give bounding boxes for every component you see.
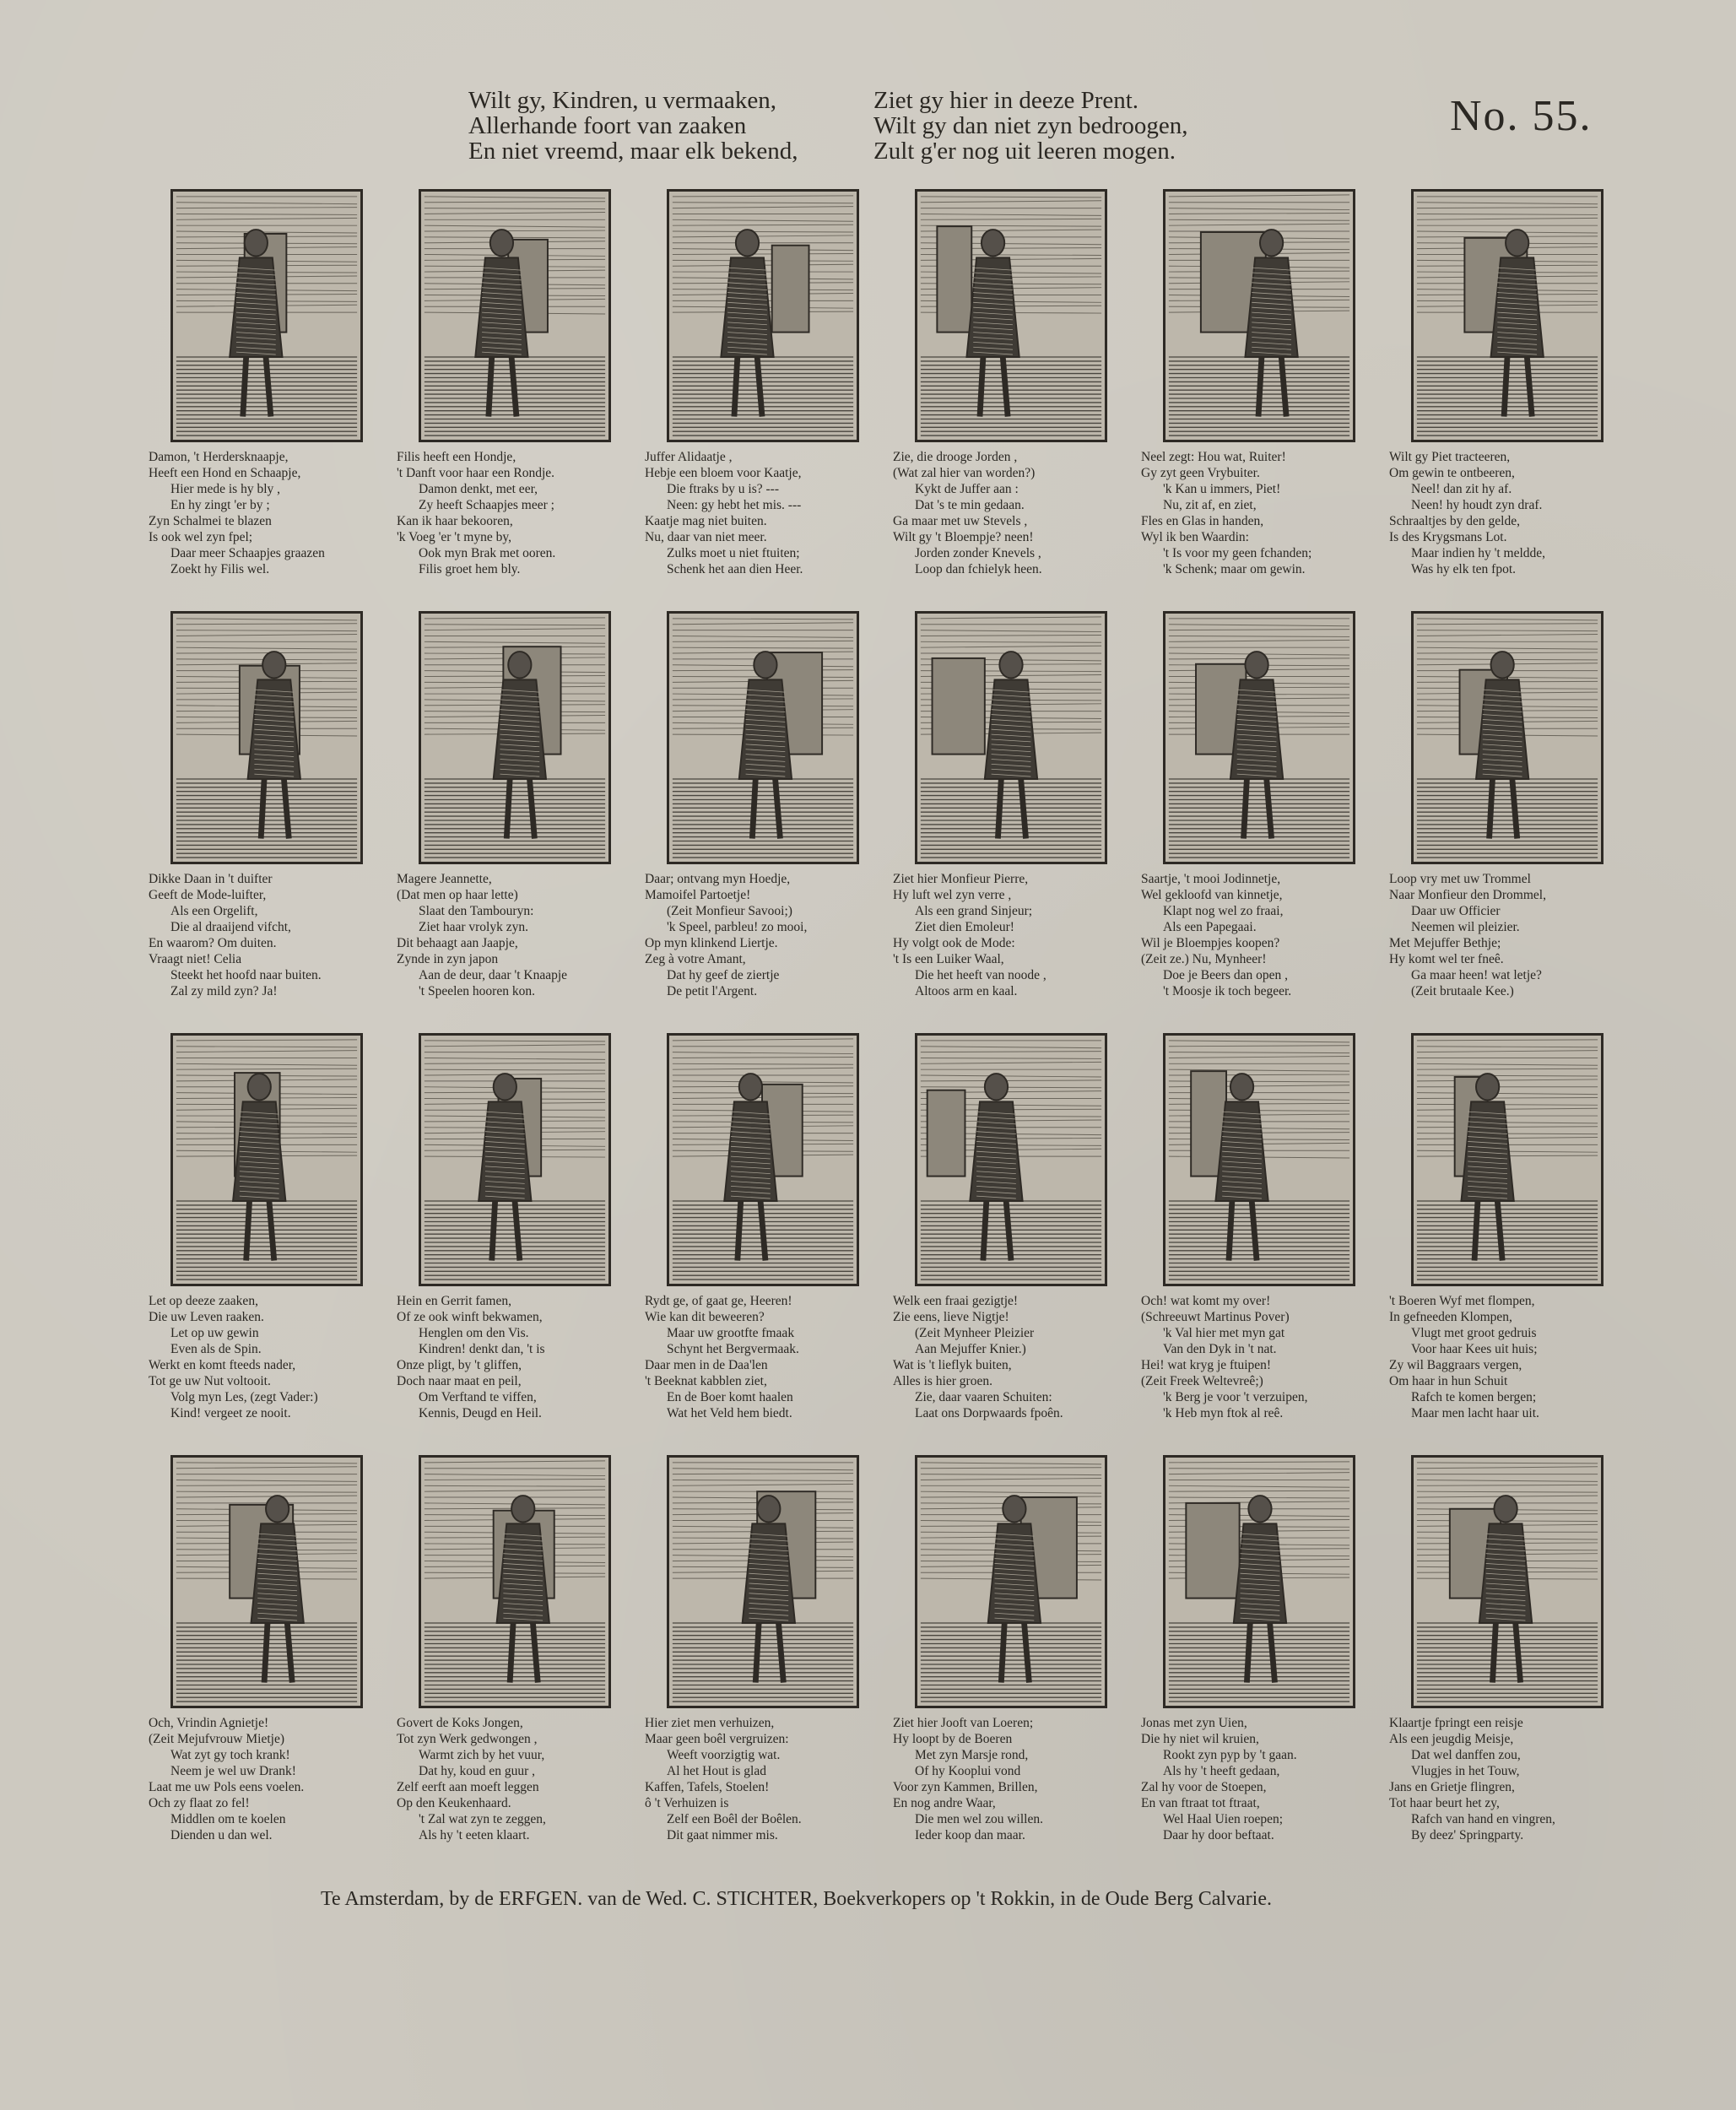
verse-line: Ziet haar vrolyk zyn. <box>419 920 528 934</box>
verse-line: Voor haar Kees uit huis; <box>1411 1342 1538 1356</box>
verse-line: Met Mejuffer Bethje; <box>1389 936 1501 950</box>
peasant-woman-woodcut <box>1411 1033 1604 1286</box>
verse-line: Gy zyt geen Vrybuiter. <box>1141 466 1260 480</box>
scene-trommel <box>1384 608 1629 1021</box>
imprint: Te Amsterdam, by de ERFGEN. van de Wed. C. STICHTER, Boekverkopers op 't Rokkin, in de Oude Berg Calvarie. <box>321 1888 1272 1910</box>
verse-line: Ziet hier Jooft van Loeren; <box>893 1716 1034 1730</box>
title-verse-right <box>873 88 1270 172</box>
verse-line: Ook myn Brak met ooren. <box>419 546 556 560</box>
verse-line: Naar Monfieur den Drommel, <box>1389 888 1546 902</box>
verse-line: 't Moosje ik toch begeer. <box>1163 984 1292 998</box>
scene-dikke-daan <box>143 608 388 1021</box>
verse-line: Fles en Glas in handen, <box>1141 514 1264 528</box>
scene-koks-jongen <box>392 1452 636 1865</box>
scene-herderknaapje <box>143 186 388 599</box>
verse-line: Als een jeugdig Meisje, <box>1389 1732 1514 1746</box>
verse-line: Als een grand Sinjeur; <box>915 904 1033 918</box>
verse-line: 't Danft voor haar een Rondje. <box>397 466 555 480</box>
verse-line: Op den Keukenhaard. <box>397 1796 511 1810</box>
drummer-woodcut <box>1411 611 1604 864</box>
woman-with-glass-woodcut <box>1163 189 1355 442</box>
verse-line: Rookt zyn pyp by 't gaan. <box>1163 1748 1297 1762</box>
verse-line: Daar hy door beftaat. <box>1163 1828 1274 1842</box>
tambourine-girl-woodcut <box>419 611 611 864</box>
verse-line: Zyn Schalmei te blazen <box>149 514 272 528</box>
verse-line: Steekt het hoofd naar buiten. <box>170 968 322 982</box>
verse-line: Als een Orgelift, <box>170 904 258 918</box>
title-line: En niet vreemd, maar elk bekend, <box>468 138 798 165</box>
verse-line: Dit behaagt aan Jaapje, <box>397 936 518 950</box>
verse-line: Kennis, Deugd en Heil. <box>419 1406 542 1420</box>
verse-line: Filis heeft een Hondje, <box>397 450 516 464</box>
verse-line: Hy loopt by de Boeren <box>893 1732 1013 1746</box>
verse-line: Vlugt met groot gedruis <box>1411 1326 1537 1340</box>
verse-line: Neen: gy hebt het mis. --- <box>667 498 802 512</box>
verse-line: Vlugjes in het Touw, <box>1411 1764 1520 1778</box>
verse-line: En hy zingt 'er by ; <box>170 498 270 512</box>
skipping-rope-woodcut <box>1411 1455 1604 1708</box>
verse-line: 'k Kan u immers, Piet! <box>1163 482 1281 496</box>
scene-monsieur-pierre <box>888 608 1133 1021</box>
title-verse <box>468 88 1270 172</box>
verse-line: Maar geen boêl vergruizen: <box>645 1732 789 1746</box>
verse-line: Hei! wat kryg je ftuipen! <box>1141 1358 1272 1372</box>
verse-line: Maar indien hy 't meldde, <box>1411 546 1546 560</box>
verse-line: Hy luft wel zyn verre , <box>893 888 1012 902</box>
verse-line: Schenk het aan dien Heer. <box>667 562 803 576</box>
scene-filis <box>392 186 636 599</box>
shepherdess-woodcut <box>419 189 611 442</box>
verse-line: (Wat zal hier van worden?) <box>893 466 1036 480</box>
verse-line: Hy volgt ook de Mode: <box>893 936 1015 950</box>
verse-caption <box>1141 1293 1379 1421</box>
verse-line: Wilt gy 't Bloempje? neen! <box>893 530 1034 544</box>
verse-line: Maar uw grootfte fmaak <box>667 1326 795 1340</box>
verse-line: 'k Berg je voor 't verzuipen, <box>1163 1390 1308 1404</box>
verse-line: Altoos arm en kaal. <box>915 984 1018 998</box>
verse-line: Zy heeft Schaapjes meer ; <box>419 498 554 512</box>
verse-line: Jonas met zyn Uien, <box>1141 1716 1247 1730</box>
verse-line: Ieder koop dan maar. <box>915 1828 1025 1842</box>
verse-line: En nog andre Waar, <box>893 1796 996 1810</box>
verse-line: Doe je Beers dan open , <box>1163 968 1289 982</box>
verse-caption <box>397 1293 635 1421</box>
verse-line: Ga maar heen! wat letje? <box>1411 968 1542 982</box>
scene-jorden <box>888 186 1133 599</box>
walking-couple-woodcut <box>915 1033 1107 1286</box>
verse-line: Al het Hout is glad <box>667 1764 766 1778</box>
peddler-woodcut <box>915 1455 1107 1708</box>
verse-line: Klapt nog wel zo fraai, <box>1163 904 1284 918</box>
verse-caption <box>1141 1715 1379 1843</box>
verse-line: Zynde in zyn japon <box>397 952 499 966</box>
verse-line: 'k Voeg 'er 't myne by, <box>397 530 511 544</box>
verse-line: Hebje een bloem voor Kaatje, <box>645 466 802 480</box>
verse-line: Daar; ontvang myn Hoedje, <box>645 872 791 886</box>
verse-line: 't Is een Luiker Waal, <box>893 952 1004 966</box>
verse-line: Vraagt niet! Celia <box>149 952 242 966</box>
verse-line: Zal zy mild zyn? Ja! <box>170 984 278 998</box>
verse-line: Rafch te komen bergen; <box>1411 1390 1537 1404</box>
verse-line: Kaffen, Tafels, Stoelen! <box>645 1780 770 1794</box>
verse-line: Om haar in hun Schuit <box>1389 1374 1508 1388</box>
verse-caption <box>893 1715 1131 1843</box>
verse-line: Zeg à votre Amant, <box>645 952 746 966</box>
verse-line: 't Boeren Wyf met flompen, <box>1389 1294 1535 1308</box>
verse-line: Zie, daar vaaren Schuiten: <box>915 1390 1052 1404</box>
verse-line: Is des Krygsmans Lot. <box>1389 530 1507 544</box>
verse-line: Geeft de Mode-luifter, <box>149 888 267 902</box>
verse-line: By deez' Springparty. <box>1411 1828 1524 1842</box>
verse-line: Och, Vrindin Agnietje! <box>149 1716 269 1730</box>
verse-line: 't Zal wat zyn te zeggen, <box>419 1812 546 1826</box>
verse-line: Zy wil Baggraars vergen, <box>1389 1358 1522 1372</box>
title-line: Ziet gy hier in deeze Prent. <box>873 87 1139 114</box>
verse-caption <box>1389 1715 1627 1843</box>
verse-line: Zelf een Boêl der Boêlen. <box>667 1812 802 1826</box>
verse-caption <box>1141 871 1379 999</box>
verse-line: En van ftraat tot ftraat, <box>1141 1796 1260 1810</box>
verse-caption <box>893 1293 1131 1421</box>
verse-caption <box>397 1715 635 1843</box>
verse-line: Neem je wel uw Drank! <box>170 1764 296 1778</box>
horseman-woodcut <box>1411 189 1604 442</box>
scene-jeannette <box>392 608 636 1021</box>
verse-line: In gefneeden Klompen, <box>1389 1310 1512 1324</box>
verse-line: Neel! dan zit hy af. <box>1411 482 1512 496</box>
verse-line: Saartje, 't mooi Jodinnetje, <box>1141 872 1281 886</box>
verse-caption <box>1389 1293 1627 1421</box>
scene-boeren-wyf <box>1384 1030 1629 1443</box>
verse-caption <box>149 1293 387 1421</box>
verse-line: Aan de deur, daar 't Knaapje <box>419 968 568 982</box>
verse-line: Of ze ook winft bekwamen, <box>397 1310 543 1324</box>
scene-agnietje <box>143 1452 388 1865</box>
verse-line: Laat me uw Pols eens voelen. <box>149 1780 305 1794</box>
spinners-woodcut <box>170 1033 363 1286</box>
verse-line: Onze pligt, by 't gliffen, <box>397 1358 522 1372</box>
verse-line: Loop vry met uw Trommel <box>1389 872 1531 886</box>
verse-line: Laat ons Dorpwaards fpoên. <box>915 1406 1063 1420</box>
verse-line: 'k Val hier met myn gat <box>1163 1326 1285 1340</box>
verse-line: Die uw Leven raaken. <box>149 1310 264 1324</box>
verse-line: Hein en Gerrit famen, <box>397 1294 511 1308</box>
verse-line: Ziet hier Monfieur Pierre, <box>893 872 1029 886</box>
scene-heeren <box>640 1030 884 1443</box>
scene-martinus <box>1136 1030 1381 1443</box>
verse-line: Alles is hier groen. <box>893 1374 992 1388</box>
verse-line: 't Is voor my geen fchanden; <box>1163 546 1312 560</box>
gentleman-at-gate-woodcut <box>915 189 1107 442</box>
scene-gezigtje <box>888 1030 1133 1443</box>
scene-jonas <box>1136 1452 1381 1865</box>
verse-line: Tot ge uw Nut voltooit. <box>149 1374 271 1388</box>
verse-line: Kind! vergeet ze nooit. <box>170 1406 291 1420</box>
verse-caption <box>893 449 1131 577</box>
verse-line: Of hy Kooplui vond <box>915 1764 1021 1778</box>
verse-line: 'k Schenk; maar om gewin. <box>1163 562 1306 576</box>
verse-line: Neel zegt: Hou wat, Ruiter! <box>1141 450 1286 464</box>
verse-line: Daar uw Officier <box>1411 904 1501 918</box>
onion-seller-woodcut <box>1163 1455 1355 1708</box>
verse-line: Jans en Grietje flingren, <box>1389 1780 1515 1794</box>
scene-joost <box>888 1452 1133 1865</box>
verse-line: Dat hy geef de ziertje <box>667 968 780 982</box>
verse-line: Als hy 't eeten klaart. <box>419 1828 530 1842</box>
verse-line: Kindren! denkt dan, 't is <box>419 1342 545 1356</box>
verse-line: Weeft voorzigtig wat. <box>667 1748 781 1762</box>
verse-line: En waarom? Om duiten. <box>149 936 277 950</box>
verse-line: Kan ik haar bekooren, <box>397 514 513 528</box>
title-line: Allerhande foort van zaaken <box>468 112 747 139</box>
shepherd-boy-woodcut <box>170 189 363 442</box>
scene-verhuizen <box>640 1452 884 1865</box>
verse-line: Is ook wel zyn fpel; <box>149 530 253 544</box>
verse-line: Ziet dien Emoleur! <box>915 920 1014 934</box>
verse-line: Och zy flaat zo fel! <box>149 1796 250 1810</box>
verse-line: En de Boer komt haalen <box>667 1390 793 1404</box>
verse-line: (Zeit brutaale Kee.) <box>1411 984 1514 998</box>
verse-line: Daar men in de Daa'len <box>645 1358 768 1372</box>
verse-line: Neen! hy houdt zyn draf. <box>1411 498 1543 512</box>
verse-line: Dat wel danffen zou, <box>1411 1748 1521 1762</box>
verse-line: Jorden zonder Knevels , <box>915 546 1041 560</box>
verse-line: Dat 's te min gedaan. <box>915 498 1025 512</box>
verse-line: Aan Mejuffer Knier.) <box>915 1342 1026 1356</box>
verse-line: Zelf eerft aan moeft leggen <box>397 1780 539 1794</box>
verse-line: Maar men lacht haar uit. <box>1411 1406 1539 1420</box>
verse-line: 'k Speel, parbleu! zo mooi, <box>667 920 808 934</box>
verse-line: ô 't Verhuizen is <box>645 1796 729 1810</box>
verse-line: Daar meer Schaapjes graazen <box>170 546 325 560</box>
verse-line: Nu, zit af, en ziet, <box>1163 498 1257 512</box>
title-line: Zult g'er nog uit leeren mogen. <box>873 138 1176 165</box>
verse-line: Nu, daar van niet meer. <box>645 530 767 544</box>
scene-saartje <box>1136 608 1381 1021</box>
young-lady-woodcut <box>667 189 859 442</box>
verse-line: Let op uw gewin <box>170 1326 259 1340</box>
sickbed-woodcut <box>170 1455 363 1708</box>
verse-line: Rydt ge, of gaat ge, Heeren! <box>645 1294 792 1308</box>
verse-line: Wyl ik ben Waardin: <box>1141 530 1249 544</box>
verse-line: 'k Heb myn ftok al reê. <box>1163 1406 1284 1420</box>
verse-line: Hier mede is hy bly , <box>170 482 281 496</box>
verse-caption <box>1389 871 1627 999</box>
verse-line: Filis groet hem bly. <box>419 562 521 576</box>
verse-line: Govert de Koks Jongen, <box>397 1716 523 1730</box>
verse-line: Hier ziet men verhuizen, <box>645 1716 775 1730</box>
verse-caption <box>397 871 635 999</box>
title-line: Wilt gy dan niet zyn bedroogen, <box>873 112 1188 139</box>
verse-line: Op myn klinkend Liertje. <box>645 936 778 950</box>
verse-caption <box>1389 449 1627 577</box>
street-musicians-woodcut <box>667 611 859 864</box>
verse-line: Tot zyn Werk gedwongen , <box>397 1732 538 1746</box>
verse-line: Dit gaat nimmer mis. <box>667 1828 778 1842</box>
verse-line: Om Verftand te viffen, <box>419 1390 537 1404</box>
scene-grid <box>143 186 1629 1865</box>
scene-piet <box>1384 186 1629 599</box>
verse-caption <box>149 449 387 577</box>
verse-line: Juffer Alidaatje , <box>645 450 733 464</box>
verse-line: 't Speelen hooren kon. <box>419 984 535 998</box>
verse-line: Damon denkt, met eer, <box>419 482 538 496</box>
verse-line: Middlen om te koelen <box>170 1812 286 1826</box>
verse-line: Henglen om den Vis. <box>419 1326 529 1340</box>
verse-line: Zulks moet u niet ftuiten; <box>667 546 800 560</box>
scene-alidaatje <box>640 186 884 599</box>
verse-line: Als hy 't heeft gedaan, <box>1163 1764 1280 1778</box>
verse-line: Zoekt hy Filis wel. <box>170 562 270 576</box>
verse-line: Damon, 't Herdersknaapje, <box>149 450 289 464</box>
verse-line: Wie kan dit beweeren? <box>645 1310 765 1324</box>
verse-line: (Dat men op haar lette) <box>397 888 518 902</box>
verse-line: Als een Papegaai. <box>1163 920 1257 934</box>
verse-line: Welk een fraai gezigtje! <box>893 1294 1019 1308</box>
sheet-number: No. 55. <box>1450 92 1593 140</box>
verse-line: Rafch van hand en vingren, <box>1411 1812 1555 1826</box>
verse-line: Die al draaijend vifcht, <box>170 920 291 934</box>
verse-caption <box>397 449 635 577</box>
verse-line: (Zeit Mynheer Pleizier <box>915 1326 1035 1340</box>
fishing-boys-woodcut <box>419 1033 611 1286</box>
knife-grinder-woodcut <box>915 611 1107 864</box>
verse-line: Och! wat komt my over! <box>1141 1294 1271 1308</box>
verse-line: Wat het Veld hem biedt. <box>667 1406 792 1420</box>
verse-line: (Schreeuwt Martinus Pover) <box>1141 1310 1290 1324</box>
verse-line: Slaat den Tambouryn: <box>419 904 534 918</box>
verse-line: Wel gekloofd van kinnetje, <box>1141 888 1283 902</box>
verse-line: (Zeit Freek Weltevreê;) <box>1141 1374 1263 1388</box>
verse-line: Zal hy voor de Stoepen, <box>1141 1780 1267 1794</box>
verse-line: Heeft een Hond en Schaapje, <box>149 466 301 480</box>
verse-line: Schraaltjes by den gelde, <box>1389 514 1520 528</box>
verse-line: Die ftraks by u is? --- <box>667 482 779 496</box>
verse-line: (Zeit Mejufvrouw Mietje) <box>149 1732 284 1746</box>
verse-line: Die het heeft van noode , <box>915 968 1046 982</box>
title-verse-left <box>468 88 865 172</box>
verse-line: Ga maar met uw Stevels , <box>893 514 1028 528</box>
verse-line: Neemen wil pleizier. <box>1411 920 1520 934</box>
scene-les <box>143 1030 388 1443</box>
scene-neel <box>1136 186 1381 599</box>
verse-line: De petit l'Argent. <box>667 984 758 998</box>
verse-caption <box>1141 449 1379 577</box>
verse-line: Kaatje mag niet buiten. <box>645 514 767 528</box>
verse-line: Van den Dyk in 't nat. <box>1163 1342 1277 1356</box>
verse-line: Tot haar beurt het zy, <box>1389 1796 1500 1810</box>
scene-klaartje <box>1384 1452 1629 1865</box>
verse-line: Dikke Daan in 't duifter <box>149 872 273 886</box>
verse-line: Even als de Spin. <box>170 1342 262 1356</box>
verse-line: Was hy elk ten fpot. <box>1411 562 1517 576</box>
verse-line: Klaartje fpringt een reisje <box>1389 1716 1523 1730</box>
verse-line: Loop dan fchielyk heen. <box>915 562 1042 576</box>
verse-line: Wilt gy Piet tracteeren, <box>1389 450 1511 464</box>
scene-hein-gerrit <box>392 1030 636 1443</box>
verse-caption <box>645 449 883 577</box>
verse-line: Schynt het Bergvermaak. <box>667 1342 799 1356</box>
flower-seller-woodcut <box>1163 611 1355 864</box>
verse-caption <box>893 871 1131 999</box>
verse-line: Om gewin te ontbeeren, <box>1389 466 1515 480</box>
verse-caption <box>645 1293 883 1421</box>
verse-line: Warmt zich by het vuur, <box>419 1748 545 1762</box>
river-landscape-woodcut <box>1163 1033 1355 1286</box>
verse-line: Hy komt wel ter fneê. <box>1389 952 1504 966</box>
riders-woodcut <box>667 1033 859 1286</box>
verse-line: Werkt en komt fteeds nader, <box>149 1358 296 1372</box>
verse-caption <box>645 1715 883 1843</box>
verse-line: Die men wel zou willen. <box>915 1812 1043 1826</box>
verse-line: Wil je Bloempjes koopen? <box>1141 936 1280 950</box>
title-line: Wilt gy, Kindren, u vermaaken, <box>468 87 776 114</box>
verse-line: Dat hy, koud en guur , <box>419 1764 536 1778</box>
verse-line: (Zeit ze.) Nu, Mynheer! <box>1141 952 1267 966</box>
verse-line: (Zeit Monfieur Savooi;) <box>667 904 792 918</box>
verse-line: Dienden u dan wel. <box>170 1828 273 1842</box>
verse-caption <box>149 1715 387 1843</box>
kitchen-boy-woodcut <box>419 1455 611 1708</box>
verse-line: Wat is 't lieflyk buiten, <box>893 1358 1012 1372</box>
verse-line: Wat zyt gy toch krank! <box>170 1748 290 1762</box>
verse-caption <box>645 871 883 999</box>
verse-line: Zie eens, lieve Nigtje! <box>893 1310 1009 1324</box>
verse-line: Kykt de Juffer aan : <box>915 482 1019 496</box>
scene-pierre-hoedje <box>640 608 884 1021</box>
verse-line: Die hy niet wil kruien, <box>1141 1732 1259 1746</box>
moving-house-woodcut <box>667 1455 859 1708</box>
verse-line: 't Beeknat kabblen ziet, <box>645 1374 767 1388</box>
hurdy-gurdy-man-woodcut <box>170 611 363 864</box>
verse-line: Voor zyn Kammen, Brillen, <box>893 1780 1038 1794</box>
verse-line: Met zyn Marsje rond, <box>915 1748 1029 1762</box>
verse-line: Mamoifel Partoetje! <box>645 888 751 902</box>
verse-caption <box>149 871 387 999</box>
verse-line: Let op deeze zaaken, <box>149 1294 258 1308</box>
verse-line: Magere Jeannette, <box>397 872 492 886</box>
verse-line: Wel Haal Uien roepen; <box>1163 1812 1284 1826</box>
verse-line: Zie, die drooge Jorden , <box>893 450 1018 464</box>
verse-line: Doch naar maat en peil, <box>397 1374 522 1388</box>
verse-line: Volg myn Les, (zegt Vader:) <box>170 1390 318 1404</box>
